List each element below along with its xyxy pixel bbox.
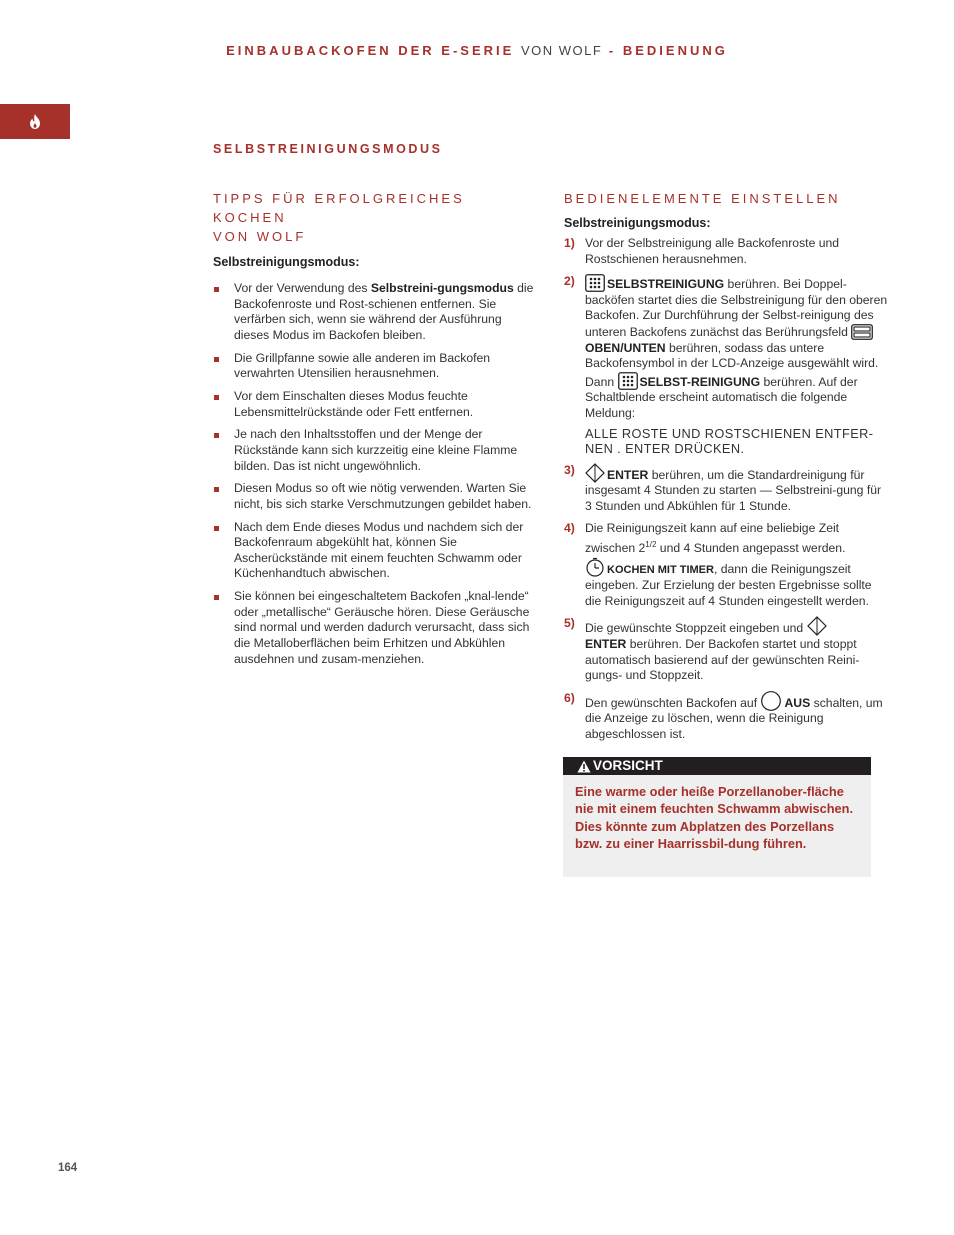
list-item (213, 281, 538, 343)
step-number: 6) (564, 690, 575, 705)
bullet-text: Die Grillpfanne sowie alle anderen im Backofen verwahrten Utensilien herausnehmen. (234, 350, 491, 381)
step-4 (564, 521, 888, 609)
step-text: Die Reinigungszeit kann auf eine beliebige Zeit zwischen 2 (585, 521, 840, 555)
step-number: 4) (564, 521, 575, 536)
upper-lower-icon (851, 324, 873, 340)
bullet-text: Vor der Verwendung des (234, 281, 371, 295)
step-text: berühren. Auf der Schaltblende erscheint automatisch die folgende Meldung: (585, 374, 858, 420)
step-1 (564, 236, 888, 267)
enter-icon (585, 463, 605, 483)
enter-icon (807, 616, 827, 636)
step-number: 1) (564, 236, 575, 250)
flame-icon (29, 114, 41, 129)
step-bold: AUS (784, 695, 811, 710)
step-bold: ENTER (585, 636, 627, 651)
bullet-text: Nach dem Ende dieses Modus und nachdem sich der Backofenraum abgekühlt hat, können Sie Ascherückstände mit einem feuchten Schwamm oder Küchenhandtuch abwischen. (234, 519, 524, 581)
step-text: Vor der Selbstreinigung alle Backofenroste und Rostschienen herausnehmen. (585, 236, 840, 266)
self-clean-icon (618, 372, 638, 390)
page-header (0, 43, 954, 59)
fraction: 1/2 (645, 539, 657, 549)
list-item (213, 589, 538, 667)
header-product: EINBAUBACKOFEN DER E-SERIE (226, 43, 515, 58)
display-message: ALLE ROSTE UND ROSTSCHIENEN ENTFER-NEN . ENTER DRÜCKEN. (585, 425, 874, 456)
step-number: 3) (564, 462, 575, 477)
step-bold: KOCHEN MIT TIMER (607, 563, 714, 576)
bullet-text: Vor dem Einschalten dieses Modus feuchte Lebensmittelrückstände oder Fett entfernen. (234, 388, 474, 419)
caution-header (563, 757, 871, 775)
bullet-text: Diesen Modus so oft wie nötig verwenden. Warten Sie nicht, bis sich starke Verschmutzungen gebildet haben. (234, 481, 532, 511)
step-bold: ENTER (607, 467, 649, 482)
step-5 (564, 616, 888, 683)
step-text: Die gewünschte Stoppzeit eingeben und (585, 621, 807, 636)
tips-subtitle: Selbstreinigungsmodus: (213, 255, 360, 269)
step-2 (564, 274, 888, 455)
step-text: berühren. Der Backofen startet und stoppt automatisch basierend auf der gewünschten Reini-gungs- und Stoppzeit. (585, 636, 860, 683)
step-number: 5) (564, 616, 575, 631)
step-bold: SELBSTREINIGUNG (607, 277, 725, 292)
page-number: 164 (58, 1162, 78, 1174)
step-bold: OBEN/UNTEN (585, 340, 666, 355)
bullet-text: Sie können bei eingeschaltetem Backofen „knal-lende“ oder „metallische“ Geräusche hören. Diese Geräusche sind normal und werden dadurch verursacht, dass sich die Metalloberflächen beim Erhitzen und Abkühlen ausdehnen und zusam-menziehen. (234, 589, 530, 666)
tips-title-line1: TIPPS FÜR ERFOLGREICHES KOCHEN (213, 191, 465, 225)
list-item (213, 481, 538, 512)
step-text: , dann die Reinigungszeit eingeben. Zur Erzielung der besten Ergebnisse sollte die Reinigungszeit auf 4 Stunden eingestellt werden. (585, 561, 872, 608)
step-3 (564, 463, 888, 515)
self-clean-icon (585, 274, 605, 292)
warning-icon (577, 760, 591, 773)
off-icon (760, 691, 782, 711)
steps-list (564, 236, 888, 743)
step-text: Den gewünschten Backofen auf (585, 695, 761, 710)
caution-box (563, 757, 871, 877)
bullet-bold: Selbstreini-gungsmodus (370, 281, 514, 295)
timer-icon (585, 557, 605, 577)
controls-subtitle: Selbstreinigungsmodus: (564, 216, 711, 230)
list-item (213, 520, 538, 582)
step-bold: SELBST-REINIGUNG (639, 374, 761, 389)
flame-tab (0, 104, 70, 139)
controls-title: BEDIENELEMENTE EINSTELLEN (564, 191, 841, 206)
step-text: und 4 Stunden angepasst werden. (656, 540, 846, 555)
controls-column (564, 189, 888, 750)
step-text: berühren, sodass das untere Backofensymbol in der LCD-Anzeige ausgewählt wird. Dann (585, 340, 879, 389)
step-text: berühren, um die Standardreinigung für insgesamt 4 Stunden zu starten — Selbstreini-gung für 3 Stunden und Abkühlen für 1 Stunde. (585, 467, 882, 513)
bullet-text: die Backofenroste und Rost-schienen entfernen. Sie verfärben sich, wenn sie während der Ausführung dieses Modus im Backofen bleiben. (234, 281, 534, 342)
tips-title-line2: VON WOLF (213, 229, 307, 244)
tips-column (213, 189, 538, 674)
list-item (213, 427, 538, 474)
header-brand: VON WOLF (520, 43, 603, 58)
tips-list (213, 281, 538, 667)
bullet-text: Je nach den Inhaltsstoffen und der Menge der Rückstände kann sich kurzzeitig eine kleine Flamme bilden. Das ist nicht ungewöhnlich. (234, 427, 518, 473)
header-chapter: - BEDIENUNG (608, 43, 728, 58)
caution-label: VORSICHT (593, 758, 663, 773)
tips-title (213, 189, 538, 246)
section-title: SELBSTREINIGUNGSMODUS (213, 142, 443, 156)
step-text: schalten, um die Anzeige zu löschen, wenn die Reinigung abgeschlossen ist. (585, 695, 883, 741)
caution-text: Eine warme oder heiße Porzellanober-fläche nie mit einem feuchten Schwamm abwischen. Dies könnte zum Abplatzen des Porzellans bzw. zu einer Haarrissbil-dung führen. (575, 784, 854, 852)
step-6 (564, 691, 888, 743)
step-number: 2) (564, 274, 575, 289)
list-item (213, 389, 538, 420)
list-item (213, 351, 538, 382)
step-text: berühren. Bei Doppel-backöfen startet dies die Selbstreinigung für den oberen Backofen. Zur Durchführung der Selbst-reinigung des unteren Backofens zunächst das Berührungsfeld (585, 277, 888, 339)
